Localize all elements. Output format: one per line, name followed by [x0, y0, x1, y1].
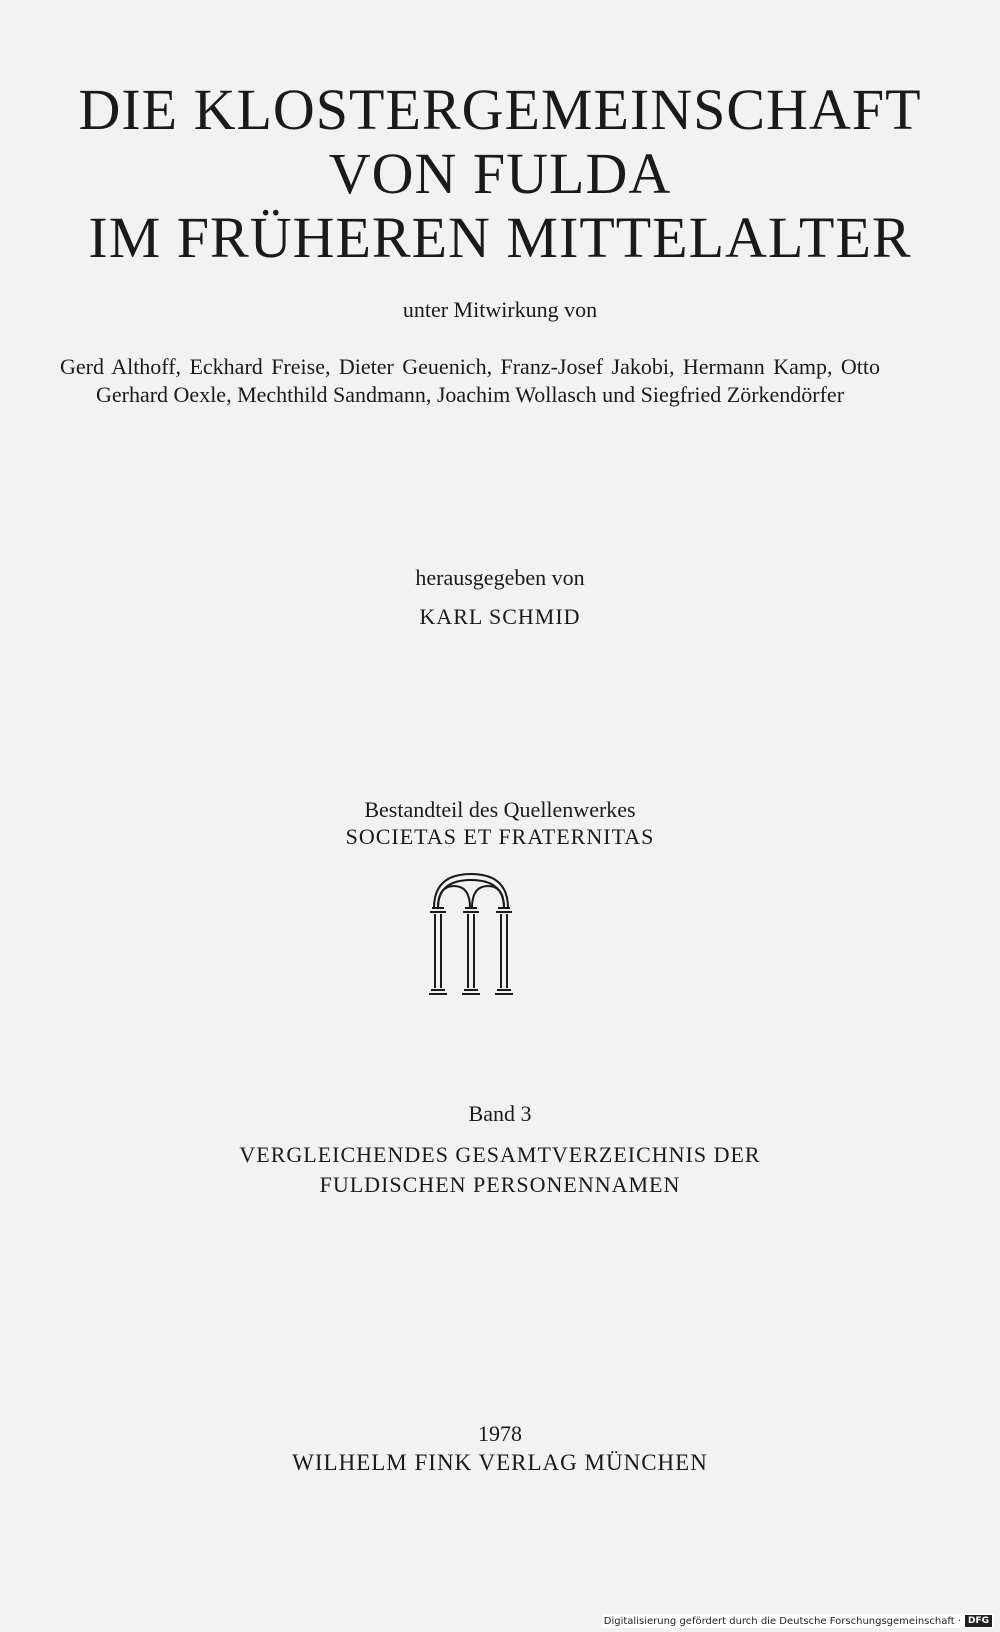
volume-title-line-1: VERGLEICHENDES GESAMTVERZEICHNIS DER: [239, 1142, 761, 1167]
volume-title: [0, 1140, 1000, 1200]
digitization-credit-text: Digitalisierung gefördert durch die Deutsche Forschungsgemeinschaft ·: [603, 1615, 961, 1627]
publisher: WILHELM FINK VERLAG MÜNCHEN: [292, 1450, 708, 1475]
volume-title-line-2: FULDISCHEN PERSONENNAMEN: [319, 1172, 681, 1197]
editor-label: herausgegeben von: [415, 565, 585, 590]
volume-label: Band 3: [468, 1101, 532, 1126]
contributors-list: Gerd Althoff, Eckhard Freise, Dieter Geuenich, Franz-Josef Jakobi, Hermann Kamp, Otto Gerhard Oexle, Mechthild Sandmann, Joachim Wollasch und Siegfried Zörkendörfer: [60, 354, 880, 407]
cooperation-label: unter Mitwirkung von: [402, 297, 598, 322]
book-title-line-2: VON FULDA: [328, 141, 672, 206]
book-title-line-1: DIE KLOSTERGEMEINSCHAFT: [78, 77, 922, 142]
publication-year: 1978: [478, 1421, 522, 1446]
arcade-columns-icon: [426, 868, 516, 1000]
dfg-logo: DFG: [965, 1615, 992, 1627]
book-title: [0, 78, 1000, 270]
digitization-credit: [602, 1614, 994, 1628]
editor-name: KARL SCHMID: [419, 604, 581, 629]
series-label: Bestandteil des Quellenwerkes: [364, 797, 636, 822]
series-name: SOCIETAS ET FRATERNITAS: [345, 824, 655, 849]
book-title-line-3: IM FRÜHEREN MITTELALTER: [88, 205, 912, 270]
